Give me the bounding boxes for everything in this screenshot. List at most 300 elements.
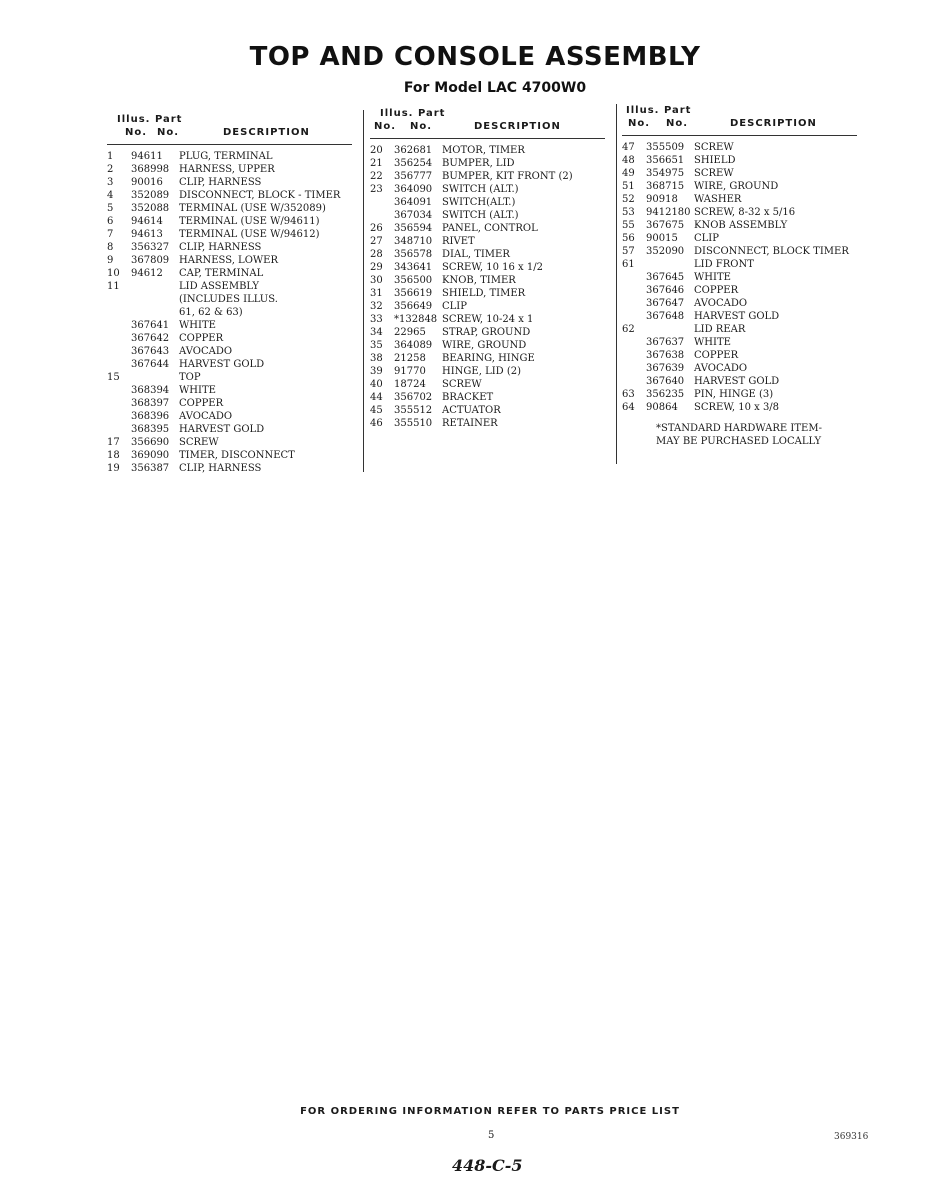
part-number: 368396 (131, 411, 170, 422)
part-number: 355512 (394, 405, 433, 416)
parts-row (107, 319, 352, 332)
parts-row (107, 449, 352, 462)
illus-number: 15 (107, 372, 120, 383)
parts-row (107, 241, 352, 254)
parts-row (107, 410, 352, 423)
part-number: 367034 (394, 210, 433, 221)
part-number: 94612 (131, 268, 163, 279)
part-description: RIVET (442, 236, 475, 247)
illus-number: 28 (370, 249, 383, 260)
illus-number: 61 (622, 259, 635, 270)
part-description: SCREW (694, 168, 734, 179)
part-description: SCREW, 10 16 x 1/2 (442, 262, 543, 273)
parts-row (370, 417, 605, 430)
part-description: HARVEST GOLD (694, 311, 780, 322)
part-description: AVOCADO (694, 298, 748, 309)
part-number: 367646 (646, 285, 685, 296)
parts-row (370, 144, 605, 157)
part-number: 352090 (646, 246, 685, 257)
part-number: 91770 (394, 366, 426, 377)
parts-row (107, 150, 352, 163)
parts-row (622, 193, 857, 206)
illus-number: 9 (107, 255, 114, 266)
header-rule (622, 135, 857, 136)
standard-hardware-note (656, 422, 857, 448)
ordering-information: FOR ORDERING INFORMATION REFER TO PARTS PRICE LIST (300, 1106, 680, 1117)
illus-number: 20 (370, 145, 383, 156)
part-number: 94614 (131, 216, 163, 227)
illus-number: 27 (370, 236, 383, 247)
illus-number: 33 (370, 314, 383, 325)
parts-row (370, 261, 605, 274)
part-description: SCREW (694, 142, 734, 153)
part-description: BUMPER, KIT FRONT (2) (442, 171, 573, 182)
parts-row (622, 141, 857, 154)
parts-row (370, 352, 605, 365)
part-description: COPPER (179, 398, 224, 409)
illus-number (622, 349, 646, 362)
illus-number: 3 (107, 177, 114, 188)
part-number: 356649 (394, 301, 433, 312)
part-description: WIRE, GROUND (442, 340, 527, 351)
illus-number: 47 (622, 142, 635, 153)
illus-number: 34 (370, 327, 383, 338)
part-description: KNOB, TIMER (442, 275, 516, 286)
illus-number: 19 (107, 463, 120, 474)
part-number: 368397 (131, 398, 170, 409)
illus-number: 4 (107, 190, 114, 201)
part-description: CLIP, HARNESS (179, 177, 262, 188)
part-description: 61, 62 & 63) (179, 307, 243, 318)
part-number: 21258 (394, 353, 426, 364)
part-number: 356619 (394, 288, 433, 299)
part-description: AVOCADO (694, 363, 748, 374)
illus-number: 30 (370, 275, 383, 286)
part-description: ACTUATOR (442, 405, 501, 416)
part-number: 18724 (394, 379, 426, 390)
part-description: STRAP, GROUND (442, 327, 531, 338)
part-number (131, 280, 179, 293)
illus-number (107, 293, 131, 306)
parts-row (622, 245, 857, 258)
parts-list (107, 150, 352, 475)
header-description: DESCRIPTION (474, 121, 561, 132)
header-part-no: No. (157, 127, 180, 138)
part-description: (INCLUDES ILLUS. (179, 294, 278, 305)
part-number: 22965 (394, 327, 426, 338)
illus-number: 1 (107, 151, 114, 162)
parts-row (370, 183, 605, 196)
illus-number: 18 (107, 450, 120, 461)
part-description: AVOCADO (179, 411, 233, 422)
parts-row (370, 274, 605, 287)
illus-number: 48 (622, 155, 635, 166)
illus-number: 32 (370, 301, 383, 312)
illus-number (107, 423, 131, 436)
part-number: 367809 (131, 255, 170, 266)
illus-number: 62 (622, 324, 635, 335)
part-number: 94613 (131, 229, 163, 240)
parts-row (622, 154, 857, 167)
header-rule (107, 144, 352, 145)
part-number: 367637 (646, 337, 685, 348)
parts-row (622, 232, 857, 245)
illus-number: 49 (622, 168, 635, 179)
page-number: 5 (488, 1130, 495, 1141)
part-description: SWITCH (ALT.) (442, 210, 519, 221)
part-description: WHITE (694, 272, 731, 283)
illus-number: 7 (107, 229, 114, 240)
illus-number (107, 384, 131, 397)
header-illus-no: No. (374, 121, 397, 132)
part-number: 356651 (646, 155, 685, 166)
part-description: KNOB ASSEMBLY (694, 220, 788, 231)
parts-row (370, 391, 605, 404)
part-description: SWITCH (ALT.) (442, 184, 519, 195)
illus-number: 39 (370, 366, 383, 377)
illus-number (107, 358, 131, 371)
parts-row (107, 215, 352, 228)
parts-list (370, 144, 605, 430)
header-illus-no: No. (628, 118, 651, 129)
illus-number: 46 (370, 418, 383, 429)
note-line: *STANDARD HARDWARE ITEM- (656, 423, 822, 434)
part-number: *132848 (394, 314, 438, 325)
illus-number: 52 (622, 194, 635, 205)
part-description: RETAINER (442, 418, 498, 429)
column-header (107, 114, 352, 144)
part-number: 368394 (131, 385, 170, 396)
page-title: TOP AND CONSOLE ASSEMBLY (249, 42, 701, 72)
parts-row (107, 358, 352, 371)
part-number: 90918 (646, 194, 678, 205)
part-description: CLIP, HARNESS (179, 463, 262, 474)
part-description: CLIP (442, 301, 467, 312)
part-description: HARNESS, LOWER (179, 255, 278, 266)
header-part-no: No. (410, 121, 433, 132)
parts-row (622, 401, 857, 414)
parts-row (622, 362, 857, 375)
header-description: DESCRIPTION (223, 127, 310, 138)
part-description: CAP, TERMINAL (179, 268, 264, 279)
part-description: CLIP (694, 233, 719, 244)
header-description: DESCRIPTION (730, 118, 817, 129)
illus-number (107, 319, 131, 332)
parts-row (370, 378, 605, 391)
parts-row (370, 313, 605, 326)
illus-number: 56 (622, 233, 635, 244)
parts-row (622, 388, 857, 401)
part-number: 355509 (646, 142, 685, 153)
part-description: SHIELD (694, 155, 736, 166)
illus-number: 22 (370, 171, 383, 182)
parts-row (370, 339, 605, 352)
parts-row (622, 180, 857, 193)
part-description: TIMER, DISCONNECT (179, 450, 295, 461)
part-description: CLIP, HARNESS (179, 242, 262, 253)
part-number: 368395 (131, 424, 170, 435)
part-number (131, 293, 179, 306)
parts-row (622, 297, 857, 310)
part-number: 367638 (646, 350, 685, 361)
part-number: 356777 (394, 171, 433, 182)
part-description: LID REAR (694, 324, 746, 335)
part-number: 356578 (394, 249, 433, 260)
illus-number (622, 362, 646, 375)
header-illus-part: Illus. Part (380, 108, 446, 119)
header-part-no: No. (666, 118, 689, 129)
parts-row (622, 323, 857, 336)
part-description: LID ASSEMBLY (179, 281, 260, 292)
part-description: MOTOR, TIMER (442, 145, 525, 156)
illus-number: 35 (370, 340, 383, 351)
parts-row (107, 371, 352, 384)
part-number: 356387 (131, 463, 170, 474)
part-number (131, 371, 179, 384)
parts-row (107, 267, 352, 280)
illus-number (622, 310, 646, 323)
parts-row (370, 235, 605, 248)
part-number: 367642 (131, 333, 170, 344)
illus-number: 5 (107, 203, 114, 214)
parts-row (622, 206, 857, 219)
part-number: 367643 (131, 346, 170, 357)
parts-row (107, 397, 352, 410)
parts-row (107, 293, 352, 306)
illus-number: 31 (370, 288, 383, 299)
part-number: 354975 (646, 168, 685, 179)
header-illus-part: Illus. Part (117, 114, 183, 125)
parts-row (107, 384, 352, 397)
part-description: SCREW (442, 379, 482, 390)
illus-number (622, 336, 646, 349)
part-number: 367644 (131, 359, 170, 370)
part-number: 343641 (394, 262, 433, 273)
part-description: WHITE (179, 385, 216, 396)
part-number: 367648 (646, 311, 685, 322)
illus-number (622, 284, 646, 297)
illus-number: 64 (622, 402, 635, 413)
part-number: 367640 (646, 376, 685, 387)
illus-number (107, 345, 131, 358)
part-description: SWITCH(ALT.) (442, 197, 516, 208)
illus-number (107, 332, 131, 345)
illus-number (370, 209, 394, 222)
illus-number: 23 (370, 184, 383, 195)
illus-number: 6 (107, 216, 114, 227)
part-number: 364090 (394, 184, 433, 195)
part-number: 364091 (394, 197, 433, 208)
parts-row (107, 306, 352, 319)
parts-row (622, 375, 857, 388)
illus-number: 55 (622, 220, 635, 231)
part-number: 94611 (131, 151, 163, 162)
parts-row (370, 222, 605, 235)
illus-number: 63 (622, 389, 635, 400)
parts-column-3 (622, 105, 857, 448)
part-number (131, 306, 179, 319)
part-description: SHIELD, TIMER (442, 288, 526, 299)
part-number: 90015 (646, 233, 678, 244)
illus-number: 8 (107, 242, 114, 253)
part-number: 356235 (646, 389, 685, 400)
parts-row (107, 280, 352, 293)
part-description: COPPER (694, 350, 739, 361)
illus-number (370, 196, 394, 209)
part-number: 364089 (394, 340, 433, 351)
parts-row (622, 219, 857, 232)
parts-row (107, 189, 352, 202)
part-number: 369090 (131, 450, 170, 461)
column-divider (363, 110, 364, 472)
illus-number: 26 (370, 223, 383, 234)
part-description: TERMINAL (USE W/94612) (179, 229, 320, 240)
part-number: 356690 (131, 437, 170, 448)
part-description: HINGE, LID (2) (442, 366, 522, 377)
parts-row (622, 167, 857, 180)
part-description: BRACKET (442, 392, 494, 403)
part-number: 356594 (394, 223, 433, 234)
parts-list (622, 141, 857, 414)
header-illus-no: No. (125, 127, 148, 138)
part-description: TERMINAL (USE W/352089) (179, 203, 326, 214)
parts-row (107, 423, 352, 436)
parts-row (370, 170, 605, 183)
part-number: 367675 (646, 220, 685, 231)
part-description: COPPER (694, 285, 739, 296)
part-description: SCREW, 10-24 x 1 (442, 314, 534, 325)
document-code: 369316 (834, 1132, 869, 1142)
part-description: DIAL, TIMER (442, 249, 510, 260)
parts-column-1 (107, 114, 352, 475)
part-description: PIN, HINGE (3) (694, 389, 774, 400)
part-number: 356702 (394, 392, 433, 403)
part-description: DISCONNECT, BLOCK - TIMER (179, 190, 341, 201)
illus-number: 44 (370, 392, 383, 403)
parts-row (370, 287, 605, 300)
part-description: TERMINAL (USE W/94611) (179, 216, 320, 227)
part-number (646, 323, 694, 336)
column-header (622, 105, 857, 135)
page-subtitle: For Model LAC 4700W0 (403, 80, 587, 96)
part-number: 356500 (394, 275, 433, 286)
parts-row (107, 254, 352, 267)
parts-row (622, 349, 857, 362)
part-description: WHITE (179, 320, 216, 331)
part-description: DISCONNECT, BLOCK TIMER (694, 246, 849, 257)
parts-row (107, 202, 352, 215)
illus-number: 2 (107, 164, 114, 175)
part-description: PLUG, TERMINAL (179, 151, 273, 162)
part-number: 368715 (646, 181, 685, 192)
parts-row (622, 284, 857, 297)
handwritten-note: 448-C-5 (452, 1156, 523, 1175)
parts-row (107, 228, 352, 241)
parts-row (370, 248, 605, 261)
illus-number: 51 (622, 181, 635, 192)
parts-row (622, 271, 857, 284)
parts-row (107, 176, 352, 189)
part-number: 368998 (131, 164, 170, 175)
part-number (646, 258, 694, 271)
part-description: LID FRONT (694, 259, 754, 270)
illus-number (107, 306, 131, 319)
part-description: HARNESS, UPPER (179, 164, 275, 175)
part-number: 367641 (131, 320, 170, 331)
illus-number: 38 (370, 353, 383, 364)
parts-row (622, 310, 857, 323)
part-description: HARVEST GOLD (179, 424, 265, 435)
parts-row (370, 196, 605, 209)
part-number: 356327 (131, 242, 170, 253)
part-number: 352088 (131, 203, 170, 214)
parts-row (370, 300, 605, 313)
column-divider (616, 104, 617, 464)
part-number: 9412180 (646, 207, 691, 218)
part-description: HARVEST GOLD (179, 359, 265, 370)
note-line: MAY BE PURCHASED LOCALLY (656, 436, 822, 447)
part-number: 348710 (394, 236, 433, 247)
parts-row (107, 462, 352, 475)
part-description: AVOCADO (179, 346, 233, 357)
part-description: BEARING, HINGE (442, 353, 535, 364)
header-illus-part: Illus. Part (626, 105, 692, 116)
part-number: 362681 (394, 145, 433, 156)
parts-row (107, 345, 352, 358)
header-rule (370, 138, 605, 139)
illus-number (622, 271, 646, 284)
parts-row (370, 326, 605, 339)
illus-number: 21 (370, 158, 383, 169)
part-description: PANEL, CONTROL (442, 223, 538, 234)
column-header (370, 108, 605, 138)
part-description: TOP (179, 372, 201, 383)
illus-number (622, 375, 646, 388)
parts-row (622, 336, 857, 349)
part-description: SCREW, 10 x 3/8 (694, 402, 780, 413)
part-number: 352089 (131, 190, 170, 201)
parts-row (622, 258, 857, 271)
part-description: SCREW (179, 437, 219, 448)
part-number: 356254 (394, 158, 433, 169)
part-description: WIRE, GROUND (694, 181, 779, 192)
illus-number (107, 397, 131, 410)
parts-row (370, 365, 605, 378)
part-number: 90864 (646, 402, 678, 413)
illus-number: 45 (370, 405, 383, 416)
part-number: 90016 (131, 177, 163, 188)
illus-number: 17 (107, 437, 120, 448)
illus-number (107, 410, 131, 423)
part-number: 367645 (646, 272, 685, 283)
parts-column-2 (370, 108, 605, 430)
illus-number: 10 (107, 268, 120, 279)
part-description: WHITE (694, 337, 731, 348)
illus-number: 11 (107, 281, 120, 292)
parts-row (370, 404, 605, 417)
part-description: COPPER (179, 333, 224, 344)
parts-row (107, 163, 352, 176)
illus-number: 29 (370, 262, 383, 273)
illus-number: 53 (622, 207, 635, 218)
part-number: 367647 (646, 298, 685, 309)
illus-number (622, 297, 646, 310)
part-description: SCREW, 8-32 x 5/16 (694, 207, 796, 218)
part-description: HARVEST GOLD (694, 376, 780, 387)
part-number: 367639 (646, 363, 685, 374)
illus-number: 57 (622, 246, 635, 257)
parts-row (370, 157, 605, 170)
